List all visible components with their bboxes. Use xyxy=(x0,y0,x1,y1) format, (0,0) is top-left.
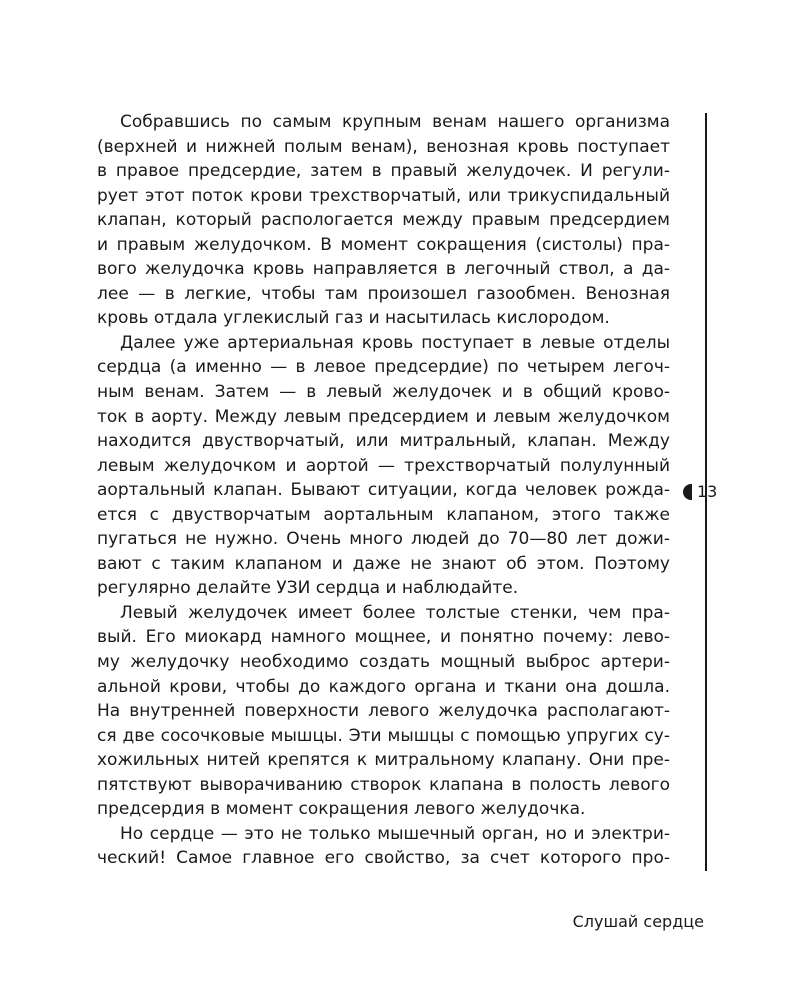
paragraph xyxy=(97,822,670,871)
text-line: ным венам. Затем — в левый желудочек и в общий крово- xyxy=(97,382,670,403)
text-line: клапан, который распологается между правым предсердием xyxy=(97,210,670,231)
text-line: вого желудочка кровь направляется в легочный ствол, а да- xyxy=(97,259,670,280)
text-line: предсердия в момент сокращения левого желудочка. xyxy=(97,799,586,820)
text-line: лее — в легкие, чтобы там произошел газообмен. Венозная xyxy=(97,283,670,304)
text-line: находится двустворчатый, или митральный, клапан. Между xyxy=(97,431,670,452)
text-line: регулярно делайте УЗИ сердца и наблюдайте. xyxy=(97,578,519,599)
text-line: пугаться не нужно. Очень много людей до 70—80 лет дожи- xyxy=(97,529,670,550)
text-line: вают с таким клапаном и даже не знают об этом. Поэтому xyxy=(97,553,670,574)
text-line: ся две сосочковые мышцы. Эти мышцы с помощью упругих су- xyxy=(97,725,670,746)
text-line: альной крови, чтобы до каждого органа и ткани она дошла. xyxy=(97,676,670,697)
half-circle-icon xyxy=(683,484,692,500)
text-line: и правым желудочком. В момент сокращения (систолы) пра- xyxy=(97,234,670,255)
text-line: вый. Его миокард намного мощнее, и понятно почему: лево- xyxy=(97,627,670,648)
text-line: На внутренней поверхности левого желудочка располагают- xyxy=(97,701,670,722)
text-line: кровь отдала углекислый газ и насытилась кислородом. xyxy=(97,308,610,329)
text-line: Далее уже артериальная кровь поступает в левые отделы xyxy=(120,332,670,353)
text-line: сердца (а именно — в левое предсердие) по четырем легоч- xyxy=(97,357,670,378)
text-line: хожильных нитей крепятся к митральному клапану. Они пре- xyxy=(97,750,670,771)
paragraph xyxy=(97,331,670,601)
text-line: (верхней и нижней полым венам), венозная кровь поступает xyxy=(97,136,670,157)
text-line: Но сердце — это не только мышечный орган, но и электри- xyxy=(120,823,670,844)
page-number: 13 xyxy=(697,482,718,501)
paragraph xyxy=(97,110,670,331)
paragraph xyxy=(97,601,670,822)
running-footer-title: Слушай сердце xyxy=(572,912,704,931)
text-line: ческий! Самое главное его свойство, за счет которого про- xyxy=(97,848,670,869)
text-line: му желудочку необходимо создать мощный выброс артери- xyxy=(97,652,670,673)
text-line: ется с двустворчатым аортальным клапаном, этого также xyxy=(97,504,670,525)
text-line: в правое предсердие, затем в правый желудочек. И регули- xyxy=(97,161,670,182)
text-line: рует этот поток крови трехстворчатый, или трикуспидальный xyxy=(97,185,670,206)
text-line: Собравшись по самым крупным венам нашего организма xyxy=(120,112,670,132)
text-line: аортальный клапан. Бывают ситуации, когда человек рожда- xyxy=(97,480,670,501)
body-text xyxy=(97,110,670,871)
text-line: левым желудочком и аортой — трехстворчатый полулунный xyxy=(97,455,670,476)
text-line: Левый желудочек имеет более толстые стенки, чем пра- xyxy=(120,602,670,623)
text-line: пятствуют выворачиванию створок клапана в полость левого xyxy=(97,774,670,795)
text-line: ток в аорту. Между левым предсердием и левым желудочком xyxy=(97,406,670,427)
